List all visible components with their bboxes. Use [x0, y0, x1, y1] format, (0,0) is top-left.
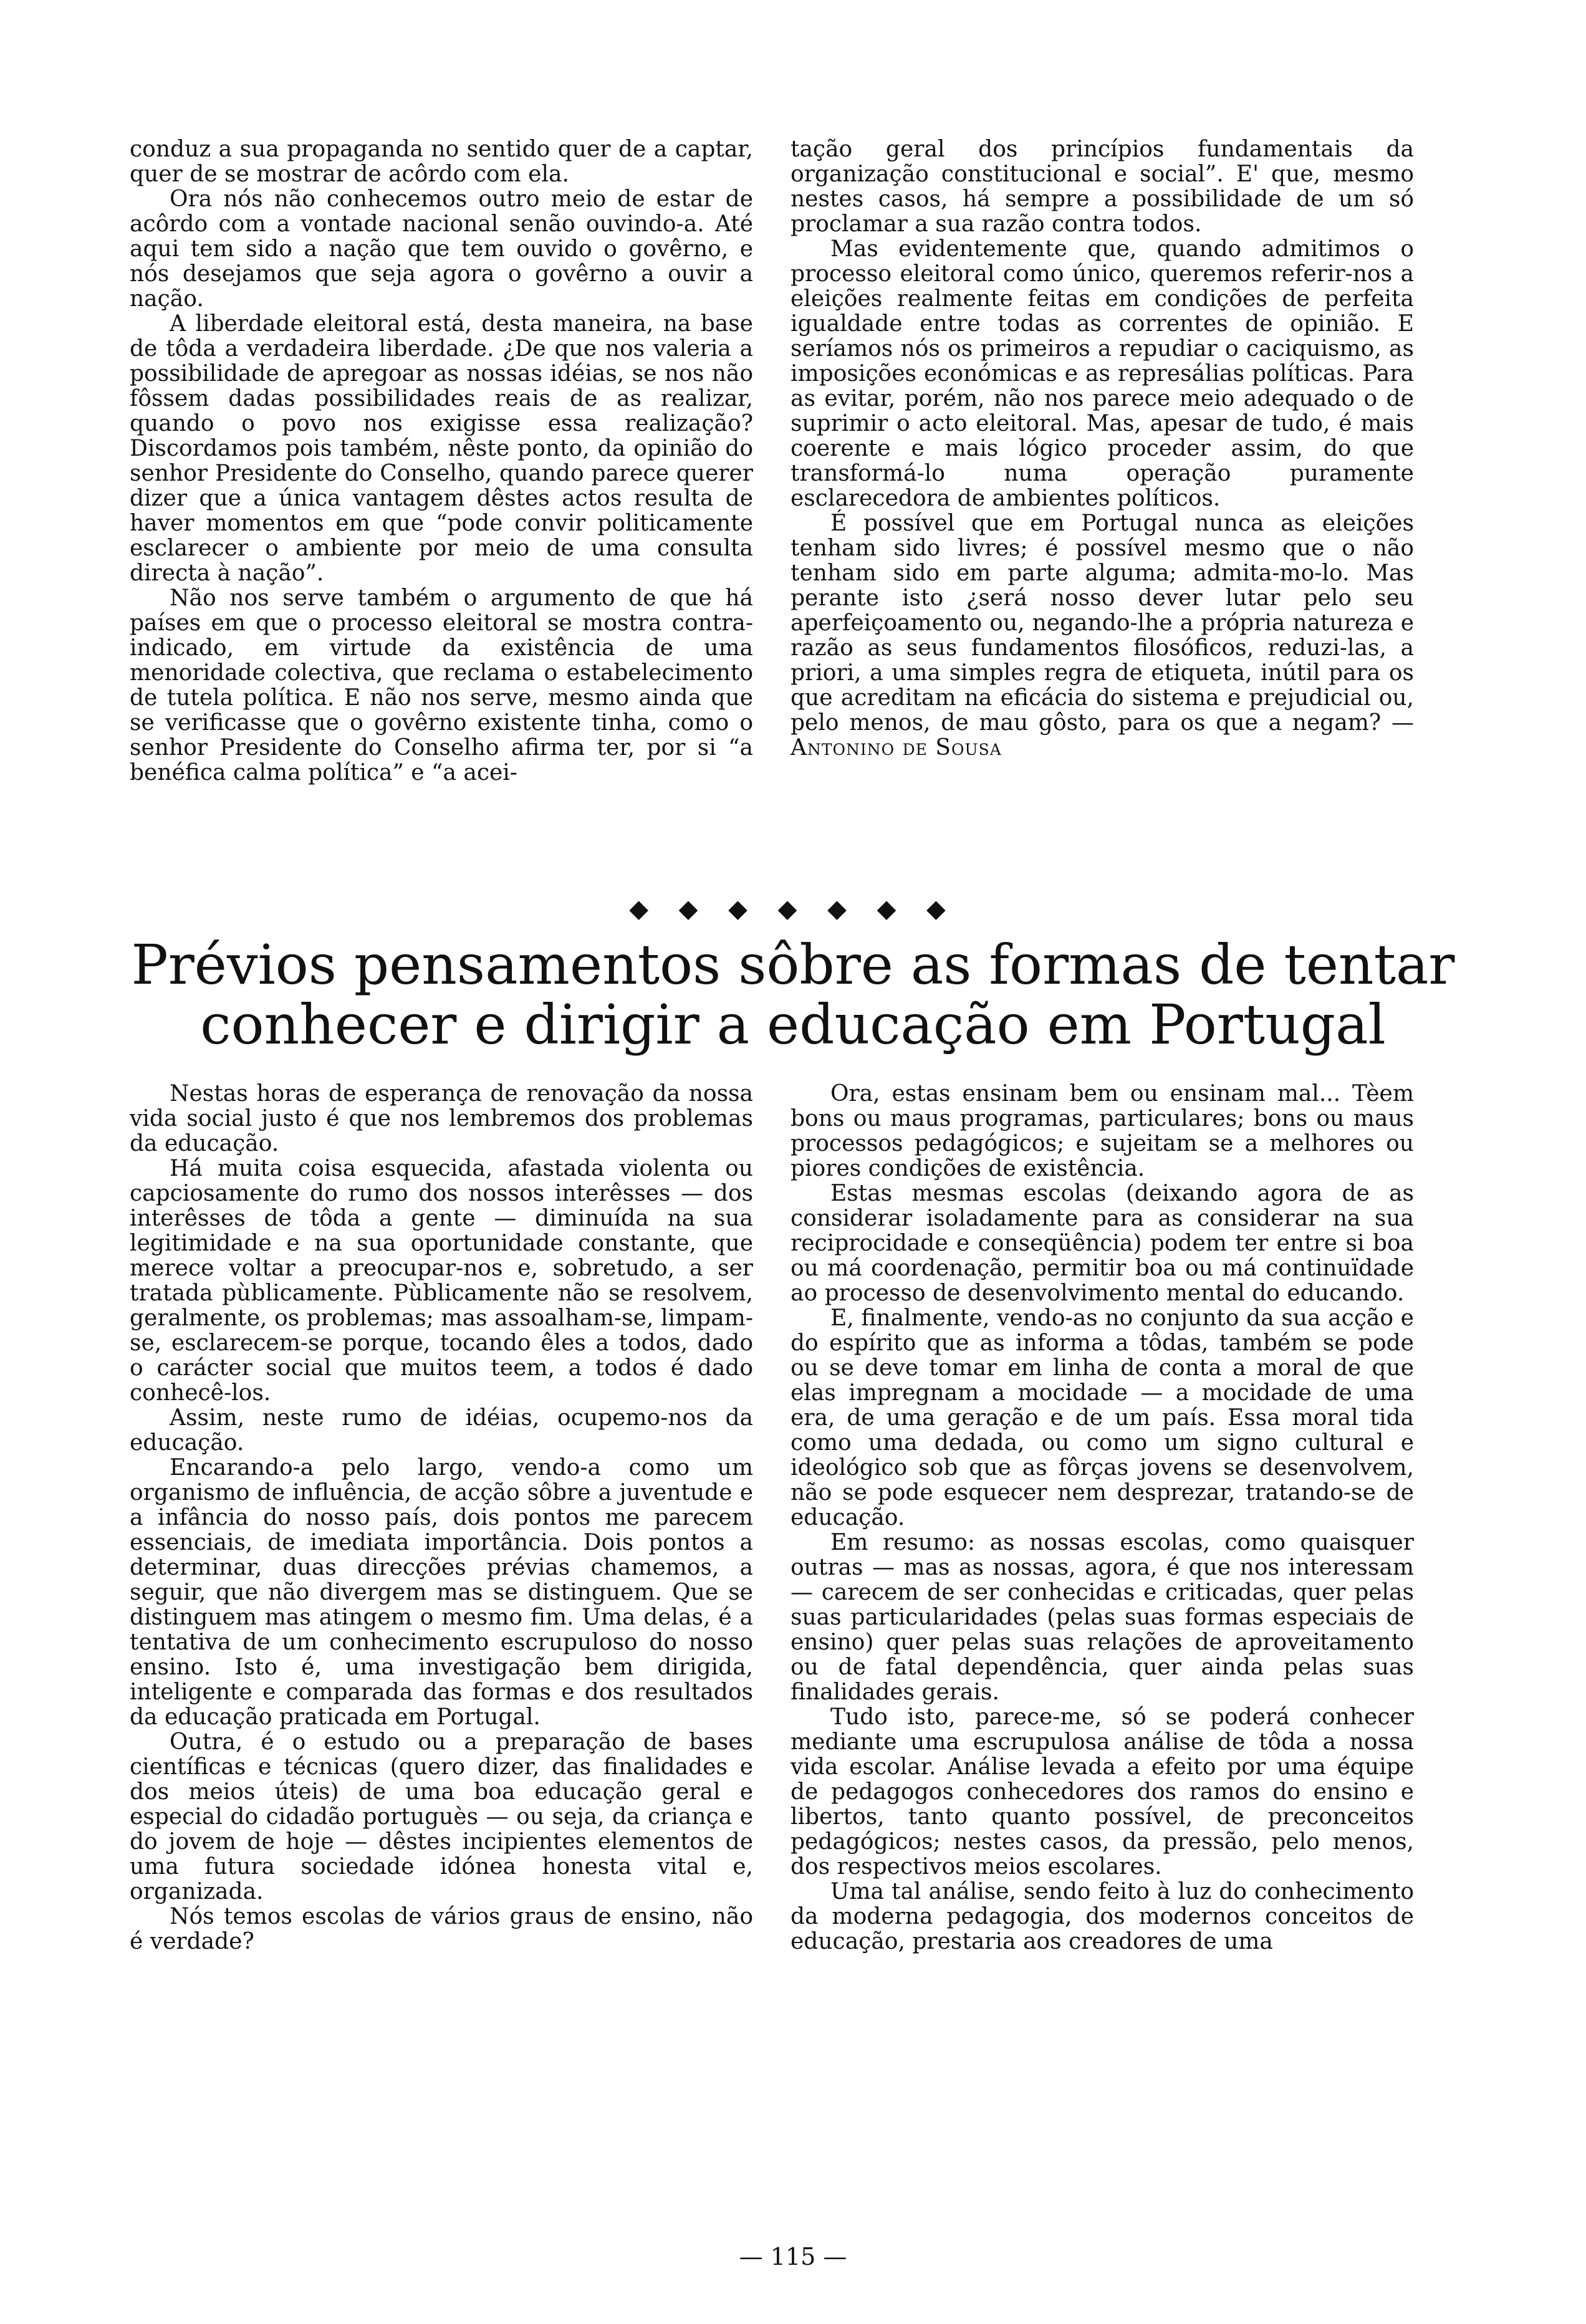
article-title: Prévios pensamentos sôbre as formas de tentar conhecer e dirigir a educação em Portugal: [131, 933, 1455, 1057]
paragraph: Assim, neste rumo de idéias, ocupemo-nos da educação.: [130, 1405, 753, 1456]
previous-article-column-left: [130, 137, 753, 785]
paragraph: A liberdade eleitoral está, desta maneira, na base de tôda a verdadeira liberdade. ¿De que nos valeria a possibilidade de apregoar as nossas idéias, se nos não fôssem dadas possibilidades reais de as realizar, quando o povo nos exigisse essa realização? Discordamos pois também, nêste ponto, da opinião do senhor Presidente do Conselho, quando parece querer dizer que a única vantagem dêstes actos resulta de haver momentos em que “pode convir politicamente esclarecer o ambiente por meio de uma consulta directa à nação”.: [130, 311, 753, 586]
closing-paragraph: [791, 511, 1414, 761]
paragraph: Nestas horas de esperança de renovação da nossa vida social justo é que nos lembremos dos problemas da educação.: [130, 1081, 753, 1156]
paragraph: Há muita coisa esquecida, afastada violenta ou capciosamente do rumo dos nossos interêsses — dos interêsses de tôda a gente — diminuída na sua legitimidade e na sua oportunidade constante, que merece voltar a preocupar-nos e, sobretudo, a ser tratada pùblicamente. Pùblicamente não se resolvem, geralmente, os problemas; mas assoalham-se, limpam-se, esclarecem-se porque, tocando êles a todos, dado o carácter social que muitos teem, a todos é dado conhecê-los.: [130, 1156, 753, 1406]
paragraph: Não nos serve também o argumento de que há países em que o processo eleitoral se mostra contra-indicado, em virtude da existência de uma menoridade colectiva, que reclama o estabelecimento de tutela política. E não nos serve, mesmo ainda que se verificasse que o govêrno existente tinha, como o senhor Presidente do Conselho afirma ter, por si “a benéfica calma política” e “a acei-: [130, 585, 753, 785]
paragraph: Tudo isto, parece-me, só se poderá conhecer mediante uma escrupulosa análise de tôda a nossa vida escolar. Análise levada a efeito por uma équipe de pedagogos conhecedores dos ramos do ensino e libertos, tanto quanto possível, de preconceitos pedagógicos; nestes casos, da pressão, pelo menos, dos respectivos meios escolares.: [791, 1704, 1414, 1880]
article-column-left: [130, 1082, 753, 1954]
signature-dash: —: [1381, 710, 1414, 736]
paragraph: Uma tal análise, sendo feito à luz do conhecimento da moderna pedagogia, dos modernos conceitos de educação, prestaria aos creadores de uma: [791, 1879, 1414, 1954]
author-signature: Antonino de Sousa: [791, 735, 1002, 761]
closing-text: É possível que em Portugal nunca as eleições tenham sido livres; é possível mesmo que o não tenham sido em parte alguma; admita-mo-lo. Mas perante isto ¿será nosso dever lutar pelo seu aperfeiçoamento ou, negando-lhe a própria natureza e razão as seus fundamentos filosóficos, reduzi-las, a priori, a uma simples regra de etiqueta, inútil para os que acreditam na eficácia do sistema e prejudicial ou, pelo menos, de mau gôsto, para os que a negam?: [791, 511, 1414, 736]
paragraph: Encarando-a pelo largo, vendo-a como um organismo de influência, de acção sôbre a juventude e a infância do nosso país, dois pontos me parecem essenciais, de imediata importância. Dois pontos a determinar, duas direcções prévias chamemos, a seguir, que não divergem mas se distinguem. Que se distinguem mas atingem o mesmo fim. Uma delas, é a tentativa de um conhecimento escrupuloso do nosso ensino. Isto é, uma investigação bem dirigida, inteligente e comparada das formas e dos resultados da educação praticada em Portugal.: [130, 1455, 753, 1730]
paragraph: Em resumo: as nossas escolas, como quaisquer outras — mas as nossas, agora, é que nos interessam — carecem de ser conhecidas e criticadas, quer pelas suas particularidades (pelas suas formas especiais de ensino) quer pelas suas relações de aproveitamento ou de fatal dependência, quer ainda pelas suas finalidades gerais.: [791, 1530, 1414, 1705]
paragraph: Nós temos escolas de vários graus de ensino, não é verdade?: [130, 1904, 753, 1954]
paragraph: Mas evidentemente que, quando admitimos o processo eleitoral como único, queremos referir-nos a eleições realmente feitas em condições de perfeita igualdade entre todas as correntes de opinião. E seríamos nós os primeiros a repudiar o caciquismo, as imposições económicas e as represálias políticas. Para as evitar, porém, não nos parece meio adequado o de suprimir o acto eleitoral. Mas, apesar de tudo, é mais coerente e mais lógico proceder assim, do que transformá-lo numa operação puramente esclarecedora de ambientes políticos.: [791, 236, 1414, 511]
paragraph: conduz a sua propaganda no sentido quer de a captar, quer de se mostrar de acôrdo com ela.: [130, 137, 753, 187]
paragraph: tação geral dos princípios fundamentais da organização constitucional e social”. E' que, mesmo nestes casos, há sempre a possibilidade de um só proclamar a sua razão contra todos.: [791, 137, 1414, 237]
page-number: — 115 —: [739, 2243, 847, 2270]
paragraph: Ora nós não conhecemos outro meio de estar de acôrdo com a vontade nacional senão ouvindo-a. Até aqui tem sido a nação que tem ouvido o govêrno, e nós desejamos que seja agora o govêrno a ouvir a nação.: [130, 186, 753, 312]
paragraph: E, finalmente, vendo-as no conjunto da sua acção e do espírito que as informa a tôdas, também se pode ou se deve tomar em linha de conta a moral de que elas impregnam a mocidade — a mocidade de uma era, de uma geração e de um país. Essa moral tida como uma dedada, ou como um signo cultural e ideológico sob que as fôrças jovens se desenvolvem, não se pode esquecer nem desprezar, tratando-se de educação.: [791, 1305, 1414, 1530]
previous-article-column-right: [791, 137, 1414, 761]
paragraph: Outra, é o estudo ou a preparação de bases científicas e técnicas (quero dizer, das finalidades e dos meios úteis) de uma boa educação geral e especial do cidadão portuguès — ou seja, da criança e do jovem de hoje — dêstes incipientes elementos de uma futura sociedade idónea honesta vital e, organizada.: [130, 1729, 753, 1904]
paragraph: Estas mesmas escolas (deixando agora de as considerar isoladamente para as considerar na sua reciprocidade e conseqüência) podem ter entre si boa ou má coordenação, permitir boa ou má continuïdade ao processo de desenvolvimento mental do educando.: [791, 1181, 1414, 1306]
paragraph: Ora, estas ensinam bem ou ensinam mal... Tèem bons ou maus programas, particulares; bons ou maus processos pedagógicos; e sujeitam se a melhores ou piores condições de existência.: [791, 1081, 1414, 1181]
diamond-separator-icon: ◆ ◆ ◆ ◆ ◆ ◆ ◆: [629, 895, 957, 923]
article-column-right: [791, 1082, 1414, 1954]
